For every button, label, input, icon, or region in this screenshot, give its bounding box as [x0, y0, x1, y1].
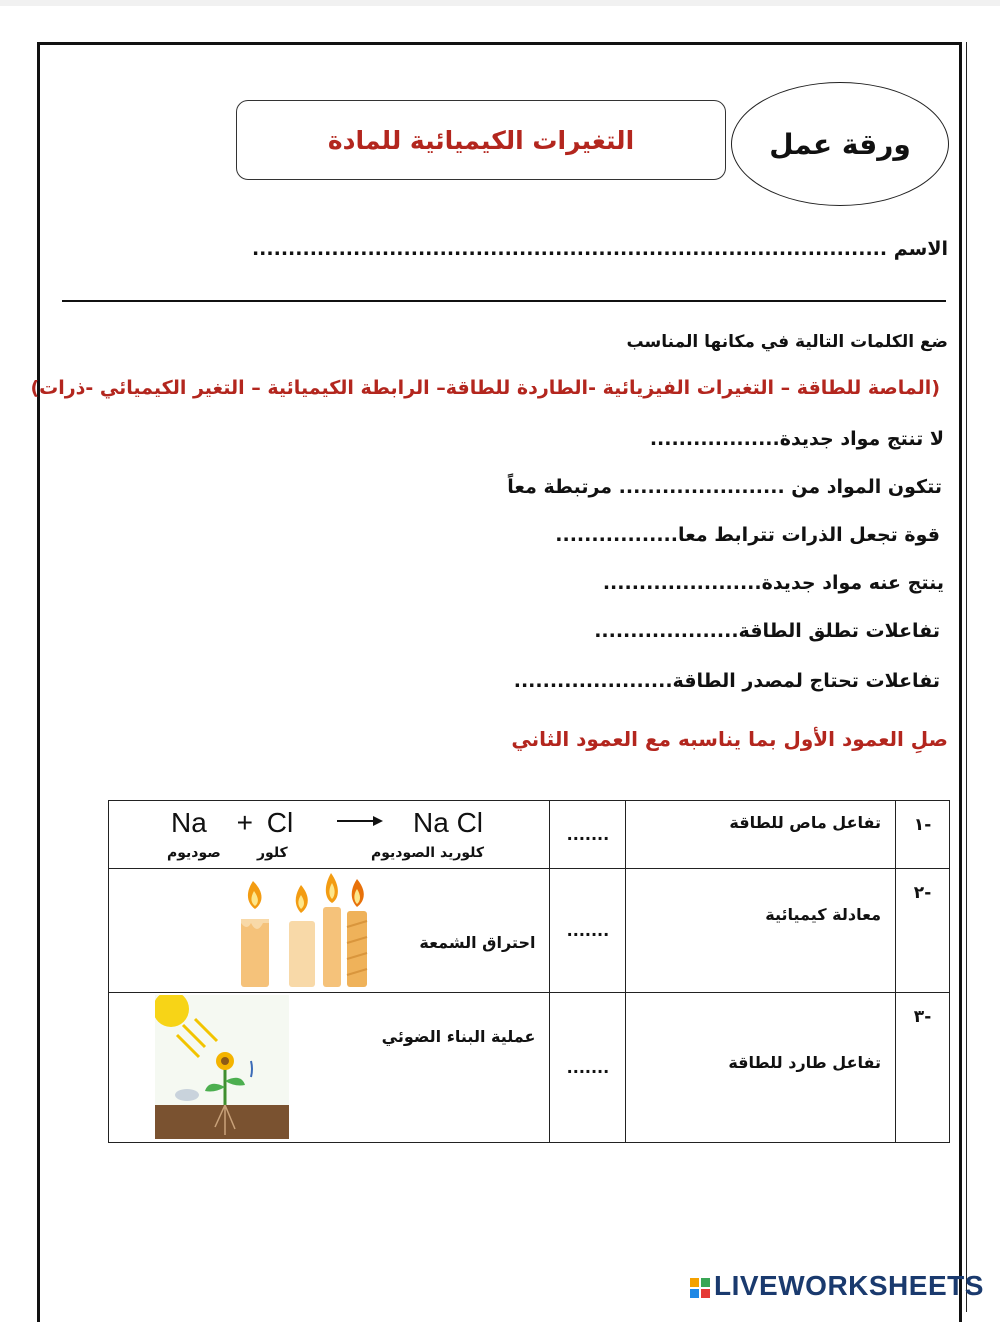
- equation: [171, 807, 293, 839]
- top-edge: [0, 0, 1000, 6]
- example-label: احتراق الشمعة: [419, 933, 536, 952]
- label-sodium: صوديوم: [167, 845, 221, 861]
- section2-instruction: صلِ العمود الأول بما يناسبه مع العمود الثاني: [511, 727, 948, 751]
- product-nacl: Na Cl: [413, 807, 484, 838]
- worksheet-label: ورقة عمل: [769, 127, 911, 161]
- worksheet-title: [236, 100, 726, 180]
- label-chlorine: كلور: [257, 845, 288, 861]
- row-number: -١: [896, 801, 950, 869]
- example-cell: [109, 869, 550, 993]
- liveworksheets-logo: [690, 1270, 984, 1302]
- fill-item-6[interactable]: تفاعلات تحتاج لمصدر الطاقة......................: [513, 670, 940, 692]
- label-sodium-chloride: كلوريد الصوديوم: [371, 845, 485, 861]
- liveworksheets-grid-icon: [690, 1278, 710, 1298]
- word-bank: (الماصة للطاقة – التغيرات الفيزيائية -الطاردة للطاقة– الرابطة الكيميائية – التغير الكيميائي -ذرات): [30, 377, 940, 399]
- section1-instruction: ضع الكلمات التالية في مكانها المناسب: [626, 332, 948, 352]
- term-text: معادلة كيميائية: [765, 905, 882, 924]
- answer-blank[interactable]: .......: [550, 993, 626, 1143]
- photosynthesis-icon: [155, 995, 289, 1139]
- brand-text: LIVEWORKSHEETS: [714, 1270, 984, 1301]
- page-frame-shadow: [966, 42, 967, 1312]
- name-label: الاسم: [893, 238, 948, 260]
- term-cell: [626, 869, 896, 993]
- table-row: [109, 801, 950, 869]
- fill-item-1[interactable]: لا تنتج مواد جديدة..................: [649, 428, 944, 450]
- name-input-dots[interactable]: ........................................................................................: [251, 238, 888, 260]
- example-cell: [109, 993, 550, 1143]
- plus-sign: +: [236, 807, 253, 838]
- name-field: [252, 238, 948, 260]
- matching-table: [108, 800, 950, 1143]
- reaction-arrow-icon: [337, 815, 383, 827]
- fill-item-3[interactable]: قوة تجعل الذرات تترابط معا.................: [555, 524, 940, 546]
- candles-icon: [235, 871, 375, 991]
- separator-line: [62, 300, 946, 302]
- worksheet-title-text: التغيرات الكيميائية للمادة: [327, 125, 635, 155]
- term-text: تفاعل ماص للطاقة: [729, 813, 882, 832]
- answer-blank[interactable]: .......: [550, 801, 626, 869]
- answer-blank[interactable]: .......: [550, 869, 626, 993]
- fill-item-2[interactable]: تتكون المواد من ....................... مرتبطة معاً: [507, 476, 942, 498]
- table-row: [109, 869, 950, 993]
- example-label: عملية البناء الضوئي: [381, 1027, 536, 1046]
- reactant-na: Na: [171, 807, 207, 838]
- row-number: -٢: [896, 869, 950, 993]
- term-cell: [626, 993, 896, 1143]
- example-cell: [109, 801, 550, 869]
- worksheet-label-oval: [731, 82, 949, 206]
- fill-item-4[interactable]: ينتج عنه مواد جديدة......................: [602, 572, 944, 594]
- term-text: تفاعل طارد للطاقة: [728, 1053, 882, 1072]
- fill-item-5[interactable]: تفاعلات تطلق الطاقة....................: [594, 620, 940, 642]
- reactant-cl: Cl: [266, 807, 294, 838]
- table-row: [109, 993, 950, 1143]
- row-number: -٣: [896, 993, 950, 1143]
- term-cell: [626, 801, 896, 869]
